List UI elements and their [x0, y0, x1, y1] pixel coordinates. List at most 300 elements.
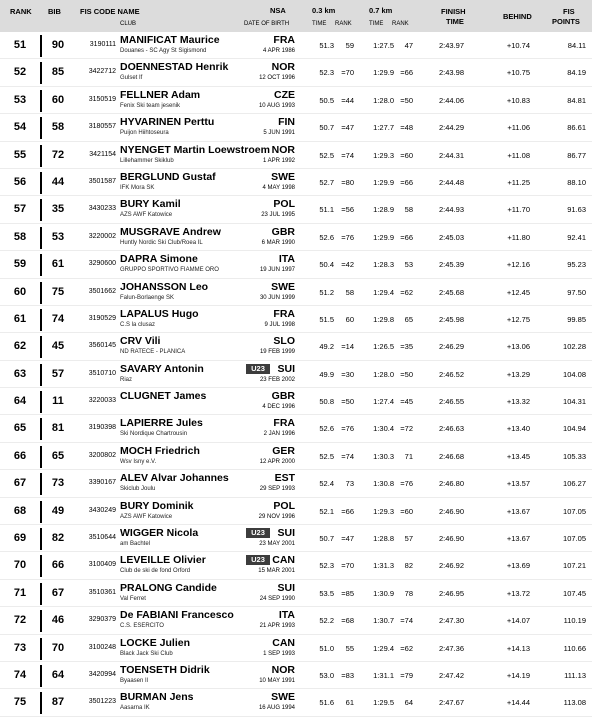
split1-rank: =56 [341, 205, 354, 215]
nsa-cell: SUI [277, 362, 295, 375]
split1-time: 50.4 [319, 260, 334, 270]
split1-rank: =74 [341, 150, 354, 160]
col-bib-header: BIB [48, 7, 61, 16]
club-name: C.S. ESERCITO [120, 623, 164, 630]
bib-cell: 70 [51, 641, 65, 654]
bib-cell: 75 [51, 285, 65, 298]
col-rank1-header: RANK [335, 21, 352, 27]
rank-cell: 60 [13, 285, 27, 298]
col-club-header: CLUB [120, 21, 137, 27]
nsa-cell: POL [273, 198, 295, 211]
table-row [0, 498, 592, 525]
table-row [0, 443, 592, 470]
behind-time: +14.07 [506, 616, 530, 626]
nsa-cell: NOR [271, 143, 295, 156]
finish-time: 2:46.80 [438, 479, 464, 489]
split1-rank: =70 [341, 561, 354, 571]
behind-time: +12.16 [506, 260, 530, 270]
behind-time: +13.69 [506, 561, 530, 571]
date-of-birth: 4 MAY 1998 [262, 184, 295, 191]
bib-cell: 82 [51, 532, 65, 545]
split2-time: 1:29.4 [373, 643, 394, 653]
split1-time: 52.5 [319, 150, 334, 160]
split2-time: 1:30.7 [373, 616, 394, 626]
table-row [0, 224, 592, 251]
table-row [0, 361, 592, 388]
split2-time: 1:30.9 [373, 588, 394, 598]
athlete-name: CRV Vili [120, 335, 161, 348]
finish-time: 2:46.90 [438, 506, 464, 516]
col-rank-header: RANK [10, 7, 32, 16]
rank-cell: 53 [13, 93, 27, 106]
split2-time: 1:27.7 [373, 123, 394, 133]
split2-time: 1:29.3 [373, 150, 394, 160]
fis-points: 104.08 [563, 369, 586, 379]
split2-time: 1:30.3 [373, 451, 394, 461]
split2-time: 1:29.3 [373, 506, 394, 516]
fis-code-cell: 3220002 [88, 232, 116, 240]
fis-points: 86.61 [567, 123, 586, 133]
athlete-name: BURMAN Jens [120, 691, 194, 704]
club-name: GRUPPO SPORTIVO FIAMME ORO [120, 267, 219, 274]
bib-cell: 11 [52, 395, 64, 408]
split2-rank: 57 [404, 534, 413, 544]
behind-time: +14.44 [506, 698, 530, 708]
athlete-name: BURY Dominik [120, 499, 194, 512]
behind-time: +13.29 [506, 369, 530, 379]
split2-rank: =76 [400, 479, 413, 489]
col-time1-header: TIME [312, 21, 327, 27]
split2-rank: 78 [404, 588, 413, 598]
club-name: Black Jack Ski Club [120, 650, 173, 657]
bib-cell: 67 [51, 586, 65, 599]
col-dob-header: DATE OF BIRTH [244, 21, 290, 27]
finish-time: 2:47.36 [438, 643, 464, 653]
nsa-cell: POL [273, 499, 295, 512]
col-int1-header: 0.3 km [312, 6, 336, 15]
split1-time: 49.2 [319, 342, 334, 352]
club-name: Lillehammer Skiklub [120, 157, 174, 164]
split2-rank: =79 [400, 670, 413, 680]
split2-time: 1:26.5 [373, 342, 394, 352]
split1-time: 50.5 [319, 95, 334, 105]
nsa-cell: SWE [271, 280, 295, 293]
bib-cell: 49 [51, 504, 65, 517]
fis-code-cell: 3510361 [88, 588, 116, 596]
split2-time: 1:29.4 [373, 287, 394, 297]
club-name: Wsv Isny e.V. [120, 458, 157, 465]
nsa-cell: FRA [273, 307, 295, 320]
club-name: Fenix Ski team jesenik [120, 102, 181, 109]
split1-time: 51.3 [319, 41, 334, 50]
athlete-name: LEVEILLE Olivier [120, 554, 206, 567]
fis-points: 107.05 [563, 506, 586, 516]
rank-cell: 62 [13, 340, 27, 353]
fis-points: 113.08 [563, 698, 586, 708]
table-row [0, 525, 592, 552]
bib-cell: 73 [51, 477, 65, 490]
rank-cell: 56 [13, 175, 27, 188]
split1-rank: =76 [341, 232, 354, 242]
fis-code-cell: 3220033 [88, 397, 116, 405]
split1-rank: 61 [345, 698, 354, 708]
club-name: Gulset If [120, 75, 143, 82]
rank-cell: 70 [13, 559, 27, 572]
table-row [0, 306, 592, 333]
fis-points: 92.41 [567, 232, 586, 242]
table-row [0, 169, 592, 196]
athlete-name: WIGGER Nicola [120, 527, 199, 540]
bib-cell: 72 [51, 148, 65, 161]
fis-points: 86.77 [567, 150, 586, 160]
behind-time: +13.45 [506, 451, 530, 461]
date-of-birth: 23 MAY 2001 [259, 541, 295, 548]
nsa-cell: GBR [271, 225, 295, 238]
fis-points: 107.21 [563, 561, 586, 571]
fis-code-cell: 3190111 [89, 41, 116, 48]
split1-rank: 59 [345, 41, 354, 50]
athlete-name: ALEV Alvar Johannes [120, 472, 229, 485]
date-of-birth: 4 APR 1986 [262, 48, 295, 54]
split1-time: 52.4 [319, 479, 334, 489]
date-of-birth: 1 APR 1992 [262, 157, 295, 164]
club-name: Aasarna IK [120, 705, 150, 712]
nsa-cell: SWE [271, 170, 295, 183]
nsa-cell: SLO [273, 335, 295, 348]
split1-time: 52.1 [319, 506, 334, 516]
behind-time: +10.83 [506, 95, 530, 105]
table-row [0, 333, 592, 360]
bib-cell: 58 [51, 121, 65, 134]
table-row [0, 388, 592, 415]
results-table-header [0, 0, 592, 32]
bib-cell: 53 [51, 230, 65, 243]
finish-time: 2:45.03 [438, 232, 464, 242]
behind-time: +13.06 [506, 342, 530, 352]
date-of-birth: 30 JUN 1999 [259, 294, 295, 301]
split2-rank: =62 [400, 643, 413, 653]
nsa-cell: SUI [277, 581, 295, 594]
club-name: am Bachtel [120, 541, 151, 548]
fis-points: 107.45 [563, 588, 586, 598]
athlete-name: JOHANSSON Leo [120, 280, 209, 293]
date-of-birth: 29 NOV 1996 [258, 513, 295, 520]
date-of-birth: 6 MAR 1990 [261, 239, 295, 246]
nsa-cell: FIN [278, 116, 295, 129]
bib-cell: 61 [51, 258, 65, 271]
nsa-cell: SWE [271, 691, 295, 704]
split1-time: 51.6 [319, 698, 334, 708]
split1-time: 50.7 [319, 123, 334, 133]
table-row [0, 580, 592, 607]
fis-code-cell: 3390167 [88, 479, 116, 487]
bib-cell: 64 [51, 668, 65, 681]
date-of-birth: 19 JUN 1997 [259, 267, 295, 274]
club-name: AZS AWF Katowice [120, 212, 173, 219]
split2-rank: =35 [400, 342, 413, 352]
club-name: Skiclub Joulu [120, 486, 156, 493]
rank-cell: 61 [13, 312, 27, 325]
date-of-birth: 1 SEP 1993 [263, 650, 295, 657]
behind-time: +10.75 [506, 68, 530, 78]
nsa-cell: SUI [277, 527, 295, 540]
rank-cell: 75 [13, 696, 27, 709]
fis-code-cell: 3421154 [89, 150, 116, 158]
fis-code-cell: 3150519 [88, 95, 116, 103]
col-int2-header: 0.7 km [369, 6, 393, 15]
split2-rank: 82 [404, 561, 413, 571]
finish-time: 2:43.98 [438, 68, 464, 78]
split1-time: 50.7 [319, 534, 334, 544]
split1-rank: =83 [341, 670, 354, 680]
u23-badge: U23 [246, 364, 270, 374]
behind-time: +13.32 [506, 397, 530, 407]
split2-time: 1:29.9 [373, 177, 394, 187]
date-of-birth: 12 OCT 1996 [259, 75, 295, 82]
club-name: Ski Nordique Chartrousin [120, 431, 188, 438]
col-nsa-header: NSA [270, 6, 286, 15]
athlete-name: BERGLUND Gustaf [120, 170, 216, 183]
split2-rank: =66 [400, 232, 413, 242]
rank-cell: 72 [13, 614, 27, 627]
athlete-name: MANIFICAT Maurice [120, 34, 220, 46]
finish-time: 2:46.92 [438, 561, 464, 571]
col-rank2-header: RANK [392, 21, 409, 27]
finish-time: 2:46.90 [438, 534, 464, 544]
rank-cell: 59 [13, 258, 27, 271]
table-row [0, 59, 592, 86]
behind-time: +12.45 [506, 287, 530, 297]
rank-cell: 63 [13, 367, 27, 380]
fis-points: 104.94 [563, 424, 586, 434]
athlete-name: DAPRA Simone [120, 253, 198, 266]
athlete-name: CLUGNET James [120, 390, 207, 403]
finish-time: 2:47.67 [438, 698, 464, 708]
split1-rank: =30 [341, 369, 354, 379]
fis-code-cell: 3290379 [88, 616, 116, 624]
fis-points: 95.23 [567, 260, 586, 270]
u23-badge: U23 [246, 528, 270, 538]
bib-cell: 81 [51, 422, 65, 435]
fis-code-cell: 3100409 [88, 561, 116, 569]
split2-time: 1:28.3 [373, 260, 394, 270]
behind-time: +11.06 [507, 123, 530, 133]
table-row [0, 196, 592, 223]
split1-time: 52.6 [319, 232, 334, 242]
split1-time: 53.5 [319, 588, 334, 598]
split1-time: 52.7 [319, 177, 334, 187]
split2-rank: =74 [400, 616, 413, 626]
split1-rank: =47 [341, 123, 354, 133]
col-points-header-line1: FIS [563, 7, 575, 16]
club-name: Puijon Hiihtoseura [120, 130, 169, 137]
finish-time: 2:47.30 [438, 616, 464, 626]
rank-cell: 71 [13, 586, 27, 599]
split1-time: 49.9 [319, 369, 334, 379]
date-of-birth: 19 FEB 1999 [259, 349, 295, 356]
date-of-birth: 29 SEP 1993 [259, 486, 295, 493]
club-name: Falun-Borlaenge SK [120, 294, 175, 301]
bib-cell: 46 [51, 614, 65, 627]
rank-cell: 74 [13, 668, 27, 681]
bib-cell: 66 [51, 559, 65, 572]
split2-rank: 58 [404, 205, 413, 215]
col-behind-header: BEHIND [503, 12, 532, 21]
date-of-birth: 21 APR 1993 [259, 623, 295, 630]
split1-time: 50.8 [319, 397, 334, 407]
athlete-name: DOENNESTAD Henrik [120, 61, 229, 74]
finish-time: 2:43.97 [438, 41, 464, 50]
rank-cell: 73 [13, 641, 27, 654]
fis-points: 106.27 [563, 479, 586, 489]
split2-time: 1:31.3 [373, 561, 394, 571]
split1-rank: =76 [341, 424, 354, 434]
fis-points: 88.10 [567, 177, 586, 187]
behind-time: +13.57 [506, 479, 530, 489]
rank-cell: 64 [13, 395, 27, 408]
athlete-name: LOCKE Julien [120, 636, 191, 649]
table-row [0, 607, 592, 634]
split1-rank: 58 [345, 287, 354, 297]
split2-time: 1:29.9 [373, 68, 394, 78]
behind-time: +13.67 [506, 506, 530, 516]
split1-time: 51.2 [319, 287, 334, 297]
behind-time: +13.40 [506, 424, 530, 434]
split1-time: 52.2 [319, 616, 334, 626]
split1-rank: =42 [341, 260, 354, 270]
finish-time: 2:44.93 [438, 205, 464, 215]
table-row [0, 415, 592, 442]
table-row [0, 470, 592, 497]
finish-time: 2:44.31 [438, 150, 464, 160]
split2-rank: =62 [400, 287, 413, 297]
split2-rank: =66 [400, 68, 413, 78]
split2-rank: 47 [404, 41, 413, 50]
rank-cell: 65 [13, 422, 27, 435]
date-of-birth: 9 JUL 1998 [264, 321, 295, 328]
bib-cell: 65 [51, 449, 65, 462]
fis-points: 105.33 [563, 451, 586, 461]
split1-time: 51.1 [319, 205, 334, 215]
split2-rank: =72 [400, 424, 413, 434]
finish-time: 2:46.95 [438, 588, 464, 598]
split1-rank: =44 [341, 95, 354, 105]
split2-rank: 65 [404, 314, 413, 324]
table-row [0, 142, 592, 169]
rank-cell: 68 [13, 504, 27, 517]
fis-points: 91.63 [567, 205, 586, 215]
col-finish-header-line1: FINISH [441, 7, 466, 16]
club-name: Val Ferret [120, 595, 146, 602]
athlete-name: LAPALUS Hugo [120, 307, 199, 320]
bib-cell: 45 [51, 340, 65, 353]
split1-time: 52.6 [319, 424, 334, 434]
table-row [0, 87, 592, 114]
fis-code-cell: 3501587 [88, 177, 116, 185]
date-of-birth: 23 FEB 2002 [259, 376, 295, 383]
split1-time: 52.3 [319, 561, 334, 571]
fis-code-cell: 3560145 [88, 342, 116, 350]
split2-rank: 64 [404, 698, 413, 708]
rank-cell: 51 [13, 39, 27, 51]
rank-cell: 54 [13, 121, 27, 134]
fis-points: 107.05 [563, 534, 586, 544]
finish-time: 2:45.68 [438, 287, 464, 297]
fis-code-cell: 3420994 [88, 670, 116, 678]
behind-time: +13.67 [506, 534, 530, 544]
fis-points: 111.13 [564, 670, 586, 680]
behind-time: +11.70 [507, 205, 530, 215]
fis-points: 84.81 [567, 95, 586, 105]
finish-time: 2:45.39 [438, 260, 464, 270]
table-row [0, 251, 592, 278]
col-points-header-line2: POINTS [552, 17, 580, 26]
fis-code-cell: 3510644 [88, 534, 116, 542]
rank-cell: 69 [13, 532, 27, 545]
fis-code-cell: 3430249 [88, 506, 116, 514]
behind-time: +14.13 [506, 643, 530, 653]
athlete-name: HYVARINEN Perttu [120, 116, 215, 129]
fis-code-cell: 3501223 [88, 698, 116, 706]
split2-time: 1:29.8 [373, 314, 394, 324]
nsa-cell: NOR [271, 61, 295, 74]
fis-points: 97.50 [567, 287, 586, 297]
club-name: ND RATECE - PLANICA [120, 349, 186, 356]
split2-rank: =50 [400, 369, 413, 379]
finish-time: 2:46.55 [438, 397, 464, 407]
split2-time: 1:29.9 [373, 232, 394, 242]
nsa-cell: CAN [272, 554, 295, 567]
behind-time: +11.08 [507, 150, 530, 160]
table-row [0, 114, 592, 141]
nsa-cell: FRA [273, 34, 295, 46]
split1-rank: =68 [341, 616, 354, 626]
date-of-birth: 5 JUN 1991 [263, 130, 295, 137]
finish-time: 2:46.63 [438, 424, 464, 434]
club-name: IFK Mora SK [120, 184, 155, 191]
split2-time: 1:28.0 [373, 95, 394, 105]
split1-rank: =47 [341, 534, 354, 544]
rank-cell: 55 [13, 148, 27, 161]
split1-rank: =50 [341, 397, 354, 407]
table-row [0, 662, 592, 689]
split2-time: 1:27.4 [373, 397, 394, 407]
date-of-birth: 15 MAR 2001 [258, 568, 295, 575]
split1-rank: 73 [345, 479, 354, 489]
bib-cell: 57 [51, 367, 65, 380]
split1-rank: =66 [341, 506, 354, 516]
col-fis-code-name-header: FIS CODE NAME [80, 7, 140, 16]
fis-code-cell: 3200802 [88, 451, 116, 459]
split1-time: 53.0 [319, 670, 334, 680]
behind-time: +12.75 [506, 314, 530, 324]
split1-time: 51.5 [319, 314, 334, 324]
split2-time: 1:28.9 [373, 205, 394, 215]
split2-time: 1:30.8 [373, 479, 394, 489]
fis-code-cell: 3190398 [88, 424, 116, 432]
date-of-birth: 23 JUL 1995 [261, 212, 295, 219]
behind-time: +11.25 [507, 177, 530, 187]
nsa-cell: ITA [278, 609, 295, 622]
behind-time: +13.72 [506, 588, 530, 598]
split2-time: 1:27.5 [373, 41, 394, 50]
fis-points: 84.11 [567, 41, 586, 50]
fis-code-cell: 3430233 [88, 205, 116, 213]
club-name: Douanes - SC Agy St Sigismond [120, 48, 207, 54]
split2-time: 1:31.1 [373, 670, 394, 680]
athlete-name: PRALONG Candide [120, 581, 217, 594]
fis-code-cell: 3422712 [88, 68, 116, 76]
